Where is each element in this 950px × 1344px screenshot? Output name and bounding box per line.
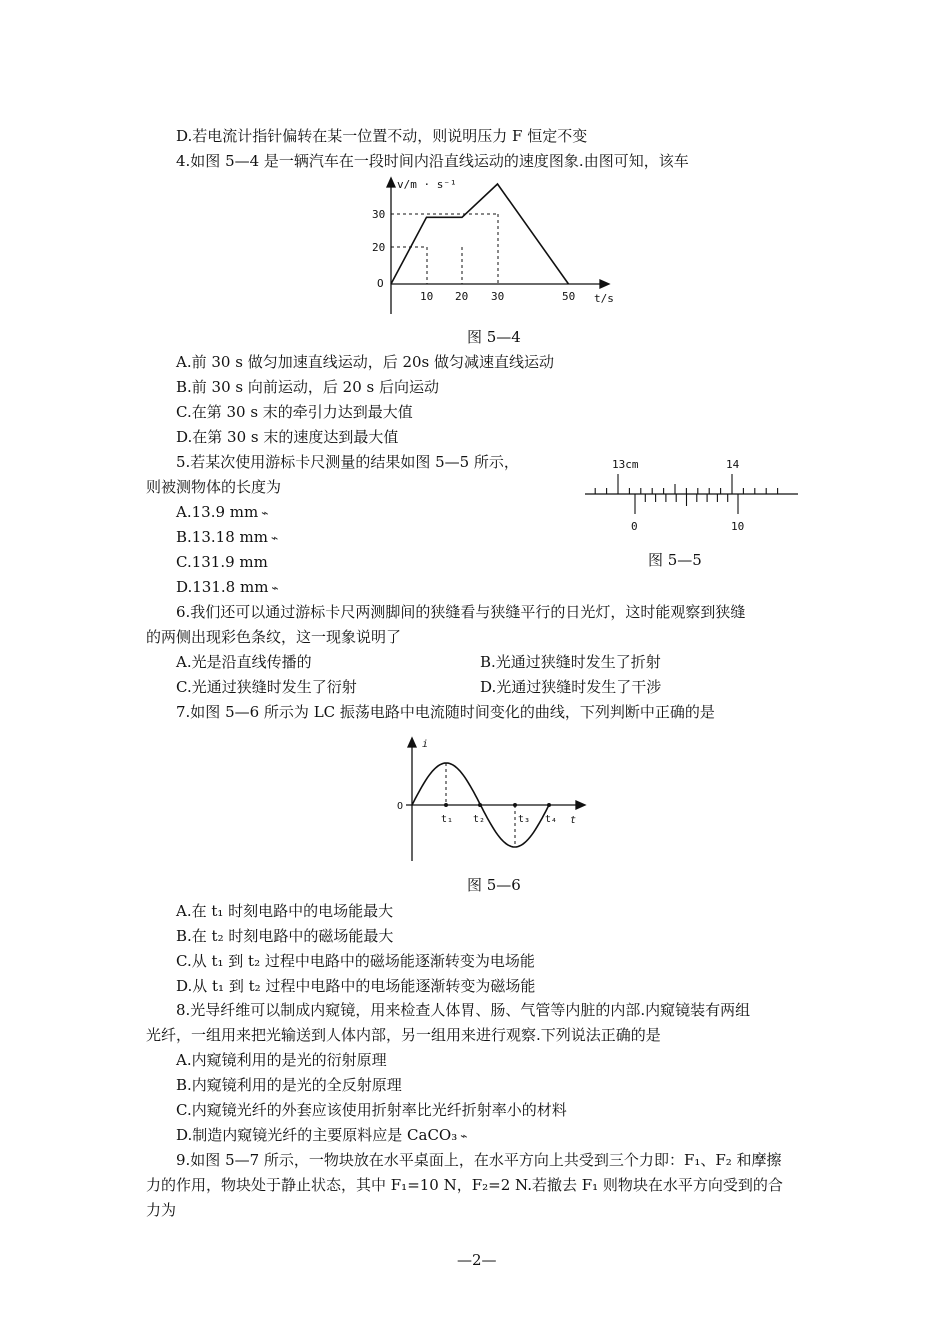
scribble-mark-icon: ⌁ [271, 581, 279, 595]
origin-label: O [377, 277, 384, 290]
x-tick-10: 10 [420, 290, 434, 303]
q6-option-a: A.光是沿直线传播的 [176, 653, 312, 671]
x-axis-label: t/s [594, 292, 614, 305]
main-label-13cm: 13cm [612, 458, 639, 471]
y-axis-arrow [387, 178, 395, 187]
q4-option-c: C.在第 30 s 末的牵引力达到最大值 [176, 403, 413, 421]
page-number: —2— [457, 1251, 497, 1269]
t-axis-label: t [570, 815, 577, 826]
q6-option-d: D.光通过狭缝时发生了干涉 [480, 678, 662, 696]
q8-option-d [176, 1125, 467, 1146]
q7-option-d: D.从 t₁ 到 t₂ 过程中电路中的电场能逐渐转变为磁场能 [176, 977, 536, 995]
origin-label: O [397, 801, 404, 812]
y-axis-arrow [408, 738, 416, 747]
q6-option-c: C.光通过狭缝时发生了衍射 [176, 678, 357, 696]
q3-option-d: D.若电流计指针偏转在某一位置不动，则说明压力 F 恒定不变 [176, 127, 588, 145]
x-tick-30: 30 [491, 290, 505, 303]
q8-option-a: A.内窥镜利用的是光的衍射原理 [176, 1051, 387, 1069]
q5-option-a-text: A.13.9 mm [176, 503, 259, 521]
y-axis-label: i [422, 739, 429, 750]
q4-option-b: B.前 30 s 向前运动，后 20 s 后向运动 [176, 378, 439, 396]
figure-5-6-current-curve [390, 733, 590, 865]
q5-option-d-text: D.131.8 mm [176, 578, 269, 596]
t2-label: t₂ [473, 814, 486, 825]
q4-stem: 4.如图 5—4 是一辆汽车在一段时间内沿直线运动的速度图象.由图可知，该车 [176, 152, 689, 170]
q6-stem-line2: 的两侧出现彩色条纹，这一现象说明了 [146, 628, 402, 646]
x-axis-arrow [600, 280, 609, 288]
y-tick-20: 20 [372, 241, 386, 254]
q5-stem-line1: 5.若某次使用游标卡尺测量的结果如图 5—5 所示， [176, 453, 519, 471]
x-tick-20: 20 [455, 290, 469, 303]
figure-5-5-caption: 图 5—5 [648, 551, 702, 569]
scribble-mark-icon: ⌁ [261, 506, 269, 520]
figure-5-4-caption: 图 5—4 [467, 328, 521, 346]
scribble-mark-icon: ⌁ [460, 1129, 468, 1143]
q5-option-b-text: B.13.18 mm [176, 528, 268, 546]
q5-stem-line2: 则被测物体的长度为 [146, 478, 282, 496]
figure-5-6-caption: 图 5—6 [467, 876, 521, 894]
figure-5-4-velocity-graph [360, 174, 620, 319]
vernier-scale-ticks [635, 494, 738, 514]
t1-label: t₁ [441, 814, 454, 825]
q5-option-a [176, 502, 268, 523]
q9-stem-line2: 力的作用，物块处于静止状态，其中 F₁=10 N，F₂=2 N.若撤去 F₁ 则物块在水平方向受到的合 [146, 1176, 783, 1194]
q9-stem-line1: 9.如图 5—7 所示，一物块放在水平桌面上，在水平方向上共受到三个力即：F₁、F₂ 和摩擦 [176, 1151, 782, 1169]
q5-option-d [176, 577, 279, 598]
q8-stem-line1: 8.光导纤维可以制成内窥镜，用来检查人体胃、肠、气管等内脏的内部.内窥镜装有两组 [176, 1001, 751, 1019]
guide-lines [391, 214, 498, 284]
q4-option-d: D.在第 30 s 末的速度达到最大值 [176, 428, 399, 446]
q8-option-d-text: D.制造内窥镜光纤的主要原料应是 CaCO₃ [176, 1126, 458, 1144]
q7-stem: 7.如图 5—6 所示为 LC 振荡电路中电流随时间变化的曲线，下列判断中正确的是 [176, 703, 715, 721]
q7-option-c: C.从 t₁ 到 t₂ 过程中电路中的磁场能逐渐转变为电场能 [176, 952, 535, 970]
q8-stem-line2: 光纤，一组用来把光输送到人体内部，另一组用来进行观察.下列说法正确的是 [146, 1026, 661, 1044]
q6-option-b: B.光通过狭缝时发生了折射 [480, 653, 661, 671]
x-tick-50: 50 [562, 290, 576, 303]
vernier-label-0: 0 [631, 520, 638, 533]
main-label-14: 14 [726, 458, 740, 471]
q6-stem-line1: 6.我们还可以通过游标卡尺两测脚间的狭缝看与狭缝平行的日光灯，这时能观察到狭缝 [176, 603, 746, 621]
velocity-series-line [391, 184, 569, 284]
main-scale-ticks [595, 474, 777, 494]
y-tick-30: 30 [372, 208, 386, 221]
t-axis-arrow [576, 801, 585, 809]
figure-5-5-vernier-caliper [580, 450, 805, 535]
q5-option-b [176, 527, 278, 548]
q4-option-a: A.前 30 s 做匀加速直线运动，后 20s 做匀减速直线运动 [176, 353, 555, 371]
q9-stem-line3: 力为 [146, 1201, 177, 1219]
q8-option-b: B.内窥镜利用的是光的全反射原理 [176, 1076, 402, 1094]
t3-label: t₃ [518, 814, 531, 825]
q7-option-b: B.在 t₂ 时刻电路中的磁场能最大 [176, 927, 394, 945]
t4-label: t₄ [545, 814, 558, 825]
vernier-label-10: 10 [731, 520, 745, 533]
q7-option-a: A.在 t₁ 时刻电路中的电场能最大 [176, 902, 394, 920]
q8-option-c: C.内窥镜光纤的外套应该使用折射率比光纤折射率小的材料 [176, 1101, 567, 1119]
scribble-mark-icon: ⌁ [270, 531, 279, 545]
q5-option-c: C.131.9 mm [176, 553, 268, 571]
y-axis-label: v/m · s⁻¹ [397, 178, 457, 191]
